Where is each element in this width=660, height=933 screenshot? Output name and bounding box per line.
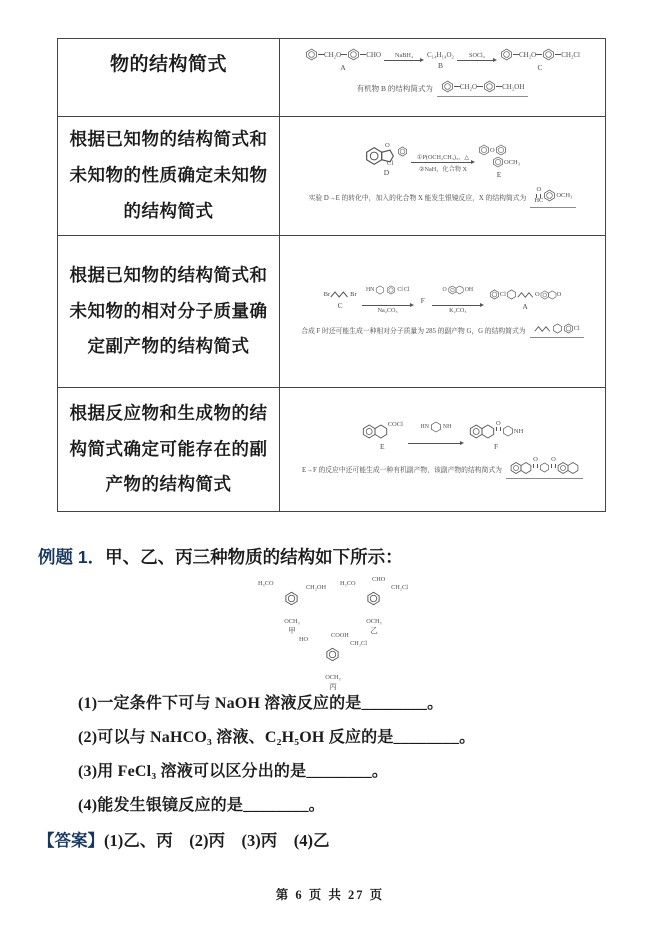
method-text-1: 物的结构简式 (109, 54, 227, 75)
structure-yi (340, 576, 408, 635)
method-text-3: 根据已知物的结构简式和未知物的相对分子质量确定副产物的结构简式 (69, 264, 268, 357)
scheme-1-caption: 有机物 B 的结构简式为 (356, 83, 433, 93)
group-och3: OCH₃ (504, 158, 520, 166)
atom-o: O (556, 291, 562, 298)
substituent: OCH₃ (284, 618, 300, 625)
product-label-f: F (494, 441, 499, 451)
compound-c (500, 48, 580, 72)
double-bond (533, 464, 538, 468)
product-f (469, 419, 524, 451)
product-a (489, 289, 562, 311)
structure-label-bing: 丙 (329, 682, 337, 691)
atom-o: O (536, 186, 542, 193)
group-hc: HC (534, 196, 544, 204)
structure-b-answer (437, 79, 529, 97)
benzene-ring-icon (489, 289, 500, 300)
structures-bottom-row (258, 632, 408, 691)
alkyl-chain-icon (517, 291, 535, 299)
reaction-arrow (384, 50, 424, 70)
group-hn: HN (365, 287, 375, 293)
question-3: (3)用 FeCl₃ 溶液可以区分出的是________。 (78, 763, 389, 780)
table-cell-scheme-2 (280, 117, 605, 236)
compound-label-b: B (437, 60, 443, 70)
benzene-ring-icon (386, 285, 396, 295)
benzene-ring-icon (563, 323, 574, 334)
scheme-3-answer-line (301, 322, 583, 338)
piperazine-ring-icon (502, 425, 514, 437)
condition-1: ①P(OCH₂CH₃)₃，△ (416, 153, 470, 161)
structure-g-answer (530, 322, 584, 338)
reagent-socl2: SOCl₂ (469, 52, 485, 59)
condition-2: ②NaH，化合物 X (419, 165, 467, 173)
scheme-4-caption: E→F 的反应中还可能生成一种有机副产物，该副产物的结构简式为 (302, 467, 502, 474)
group-nh: NH (442, 423, 452, 430)
compound-e (478, 144, 520, 179)
reaction-arrow (408, 433, 464, 453)
scheme-1-answer-line (357, 79, 529, 97)
benzodioxane-ring-icon (557, 461, 579, 475)
compound-label-c3: C (337, 301, 343, 310)
atom-br: Br (350, 291, 357, 298)
atom-cl: Cl (397, 287, 403, 293)
group-cocl: COCl (387, 420, 403, 428)
piperazine-reagent-structure (421, 421, 452, 433)
scheme-3-caption: 合成 F 时还可能生成一种相对分子质量为 285 的副产物 G，G 的结构简式为 (301, 328, 526, 335)
piperazine-ring-icon (539, 462, 550, 473)
substituent: CHO (372, 576, 386, 583)
group-nh: NH (513, 427, 524, 435)
answer-label: 【答案】 (38, 831, 104, 850)
reaction-arrow (362, 295, 414, 315)
piperazine-reagent-structure (366, 285, 409, 295)
group-ch2o: CH₂O (459, 82, 478, 91)
atom-cl: Cl (387, 160, 394, 167)
answer-line (38, 827, 329, 851)
reagent-nabh4: NaBH₄ (395, 52, 413, 59)
quinolinone-reagent-structure (443, 285, 474, 295)
benzodioxane-ring-icon (469, 423, 495, 440)
compound-e4 (362, 420, 403, 451)
benzene-ring-icon (325, 647, 340, 662)
substituent: H₃CO (258, 580, 274, 587)
substituent: H₃CO (340, 580, 356, 587)
compound-a (305, 48, 381, 72)
carbonyl-group (533, 457, 538, 468)
substituent: COOH (331, 632, 349, 639)
example-structures (258, 576, 408, 691)
atom-o: O (551, 456, 556, 464)
structure-x-answer (530, 186, 576, 208)
atom-o: O (442, 287, 447, 293)
step (405, 421, 467, 453)
reaction-arrow (432, 295, 484, 315)
benzene-ring-icon (366, 591, 381, 606)
structure-label-jia: 甲 (288, 626, 296, 635)
scheme-4-answer-line (302, 456, 583, 479)
method-text-4: 根据反应物和生成物的结构简式确定可能存在的副产物的结构简式 (69, 402, 268, 495)
atom-br: Br (323, 291, 331, 298)
benzene-ring-icon (500, 48, 513, 61)
question-4: (4)能发生银镜反应的是________。 (78, 797, 325, 814)
reaction-scheme-4 (362, 421, 524, 453)
structures-top-row (258, 576, 408, 635)
carbonyl-group (496, 421, 501, 432)
compound-label-f: F (420, 295, 425, 305)
piperazine-ring-icon (430, 421, 442, 433)
structure-jia (258, 578, 326, 635)
scheme-2-caption: 实验 D→E 的转化中，加入的化合物 X 能发生银镜反应，X 的结构简式为 (308, 195, 527, 202)
fused-ring-icon (448, 285, 464, 295)
benzodioxane-ring-icon (510, 461, 532, 475)
compound-c3 (324, 290, 357, 310)
reaction-scheme-3 (324, 285, 562, 315)
compound-d (365, 142, 408, 177)
reagent-na2co3: Na₂CO₃ (377, 307, 398, 314)
fused-ring-icon (540, 290, 557, 300)
scheme-2-answer-line (309, 186, 577, 208)
step-2 (429, 285, 487, 315)
reagent-k2co3: K₂CO₃ (449, 307, 467, 314)
reaction-scheme-1 (305, 48, 580, 72)
group-ch2oh: CH₂OH (502, 82, 525, 91)
benzodioxane-ring-icon (362, 423, 388, 440)
example-number-label: 例题 1． (38, 547, 106, 567)
table-cell-method-1 (58, 39, 280, 117)
structure-label-yi: 乙 (370, 626, 378, 635)
question-1: (1)一定条件下可与 NaOH 溶液反应的是________。 (78, 695, 444, 712)
compound-label-e: E (496, 170, 502, 179)
benzene-ring-icon (284, 591, 299, 606)
example-heading (38, 544, 403, 569)
group-och3: OCH₃ (556, 192, 573, 199)
piperazine-ring-icon (506, 289, 517, 300)
benzene-ring-icon (483, 80, 496, 93)
group-ch2cl: CH₂Cl (561, 50, 580, 59)
benzene-ring-icon (441, 80, 454, 93)
step-1 (359, 285, 417, 315)
compound-label-c: C (537, 63, 543, 72)
benzene-ring-icon (347, 48, 360, 61)
substituent: CH₂Cl (391, 584, 408, 591)
carbonyl-group (551, 457, 556, 468)
group-ch2o: CH₂O (323, 50, 342, 59)
atom-cl: Cl (499, 291, 506, 298)
answer-text: (1)乙、丙 (2)丙 (3)丙 (4)乙 (104, 831, 330, 850)
table-cell-method-3 (58, 236, 280, 388)
compound-label-d: D (383, 168, 390, 177)
atom-cl: Cl (403, 287, 410, 293)
benzene-ring-icon (305, 48, 318, 61)
compound-b (427, 51, 454, 70)
reaction-arrow (411, 152, 475, 172)
table-cell-method-4 (58, 388, 280, 511)
substituent: OCH₃ (325, 674, 341, 681)
alkenyl-chain-icon (534, 325, 552, 333)
substituent: CH₂OH (305, 584, 326, 591)
benzene-ring-icon (542, 48, 555, 61)
group-cho: CHO (366, 50, 381, 59)
double-bond (496, 427, 501, 431)
formula-b: C₁₄H₁₄O₂ (427, 50, 454, 59)
phenyl-ring-icon (397, 146, 408, 157)
table-cell-scheme-3 (280, 236, 605, 388)
benzene-ring-icon (495, 144, 507, 156)
table-cell-scheme-1 (280, 39, 605, 117)
table-cell-scheme-4 (280, 388, 605, 511)
substituent: OCH₃ (366, 618, 382, 625)
atom-cl: Cl (573, 325, 580, 332)
formyl-group (534, 187, 543, 204)
question-2: (2)可以与 NaHCO₃ 溶液、C₂H₅OH 反应的是________。 (78, 729, 476, 746)
atom-o: O (534, 291, 540, 298)
compound-label-e4: E (380, 441, 385, 451)
piperazine-ring-icon (375, 285, 385, 295)
group-hn: HN (420, 423, 429, 430)
atom-o: O (533, 456, 538, 464)
reaction-scheme-2 (365, 144, 520, 179)
page-number: 第 6 页 共 27 页 (275, 888, 385, 902)
compound-label-a: A (340, 63, 346, 72)
substituent: CH₂Cl (350, 640, 367, 647)
example-heading-text: 甲、乙、丙三种物质的结构如下所示： (105, 547, 403, 567)
benzene-ring-icon (492, 156, 504, 168)
alkyl-chain-icon (330, 290, 350, 299)
double-bond (551, 464, 556, 468)
benzene-ring-icon (478, 144, 490, 156)
table-cell-method-2 (58, 117, 280, 236)
methods-table (57, 38, 606, 512)
byproduct-structure-answer (506, 456, 583, 479)
group-oh: OH (464, 287, 474, 293)
atom-o: O (385, 142, 390, 149)
product-label-a: A (522, 302, 528, 311)
atom-o: O (496, 419, 501, 427)
group-ch2o: CH₂O (518, 50, 537, 59)
substituent: HO (299, 636, 309, 643)
piperazine-ring-icon (552, 323, 563, 334)
reaction-arrow (457, 50, 497, 70)
method-text-2: 根据已知物的结构简式和未知物的性质确定未知物的结构简式 (69, 129, 268, 221)
benzene-ring-icon (543, 189, 556, 202)
atom-o: O (490, 146, 495, 154)
structure-bing (299, 632, 367, 691)
